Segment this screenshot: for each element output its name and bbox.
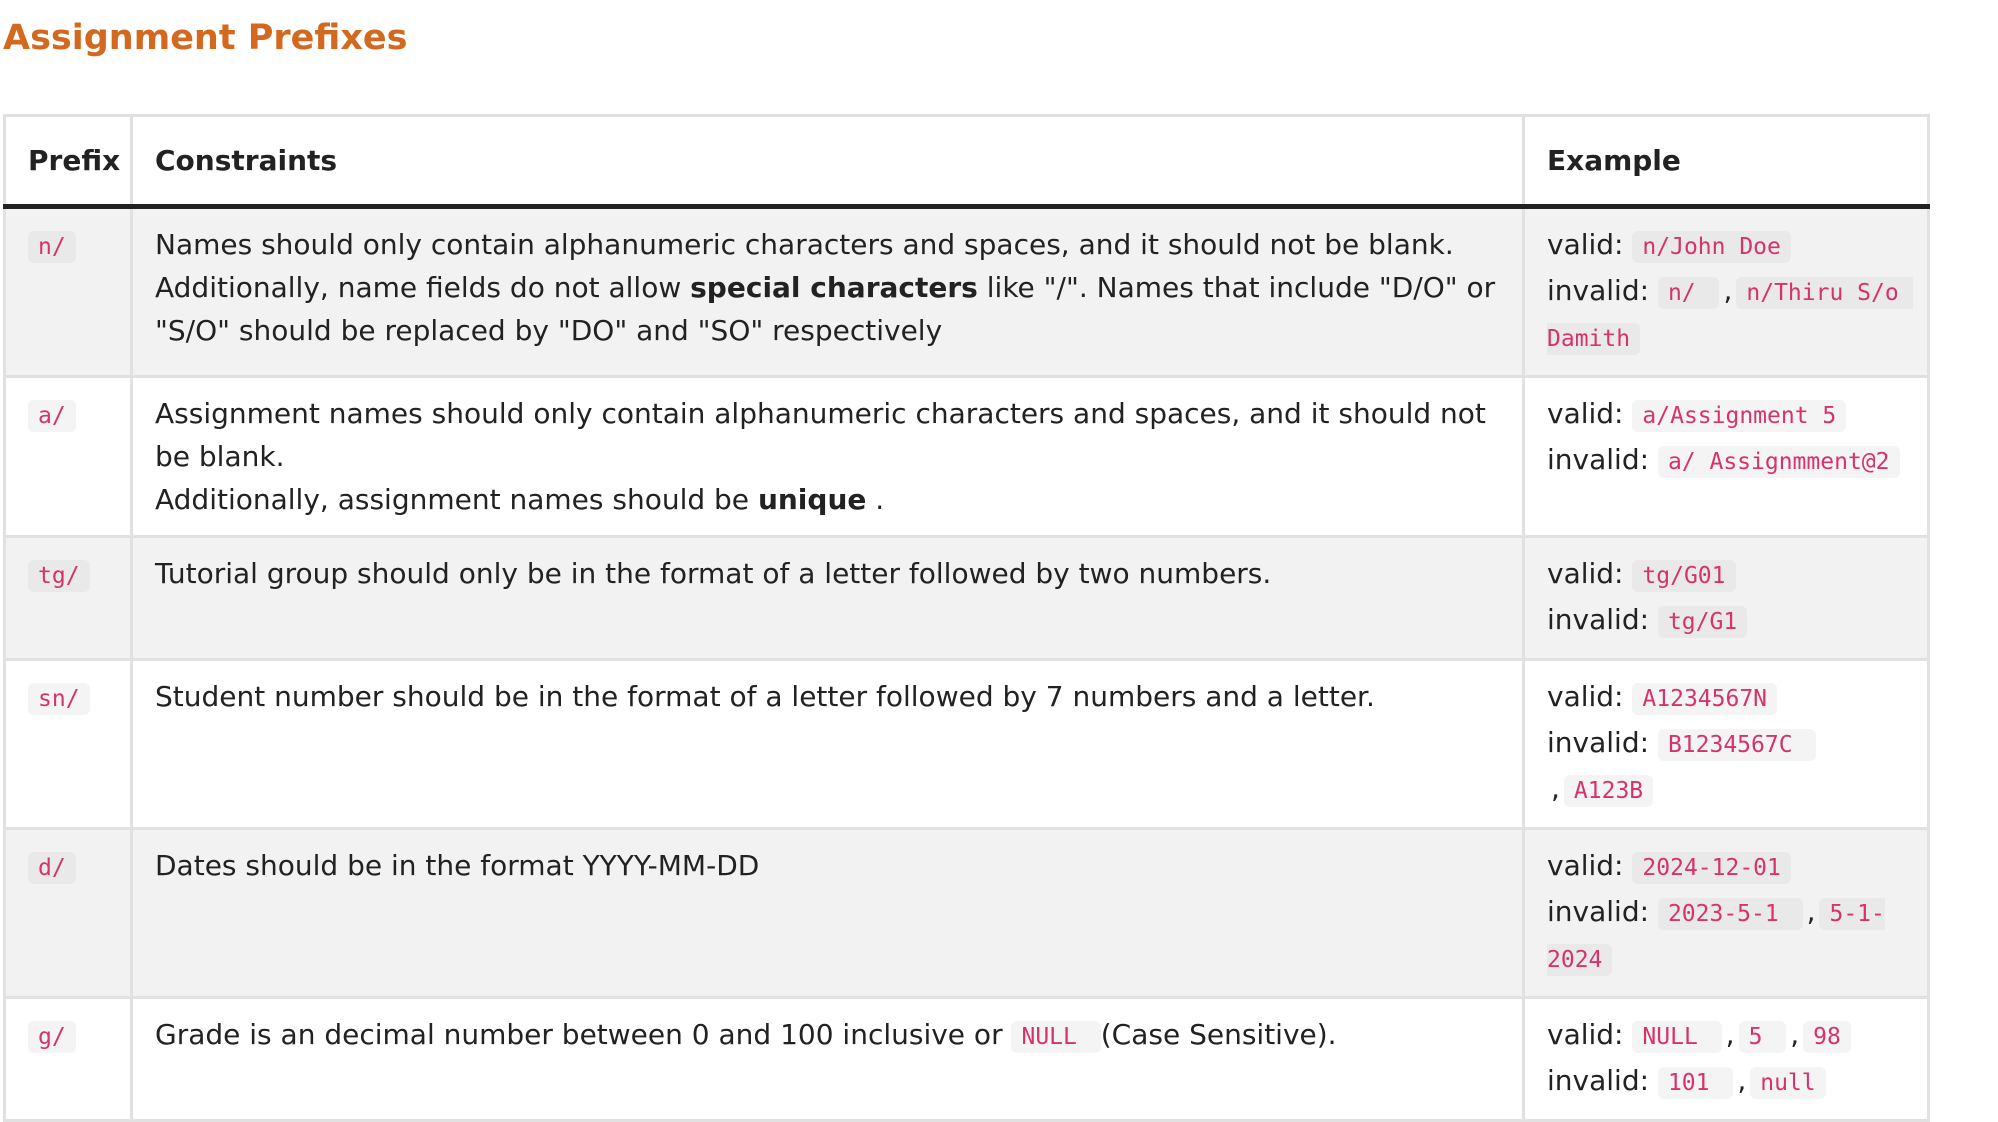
example-code: tg/G01 <box>1632 560 1735 592</box>
table-row <box>5 829 1929 998</box>
example-code: 2024-12-01 <box>1632 852 1790 884</box>
invalid-example-line <box>1547 1059 1905 1105</box>
constraint-text: . <box>866 483 885 516</box>
prefix-table <box>3 114 1930 1122</box>
valid-label: valid: <box>1547 1018 1624 1051</box>
header-example: Example <box>1524 116 1929 207</box>
invalid-label: invalid: <box>1547 443 1650 476</box>
invalid-example-line <box>1547 890 1905 982</box>
prefix-cell <box>5 660 132 829</box>
table-row <box>5 660 1929 829</box>
constraint-bold-text: special characters <box>690 271 978 304</box>
table-row <box>5 998 1929 1121</box>
constraint-text: like "/". Names that include "D/O" or "S/O" should be replaced by "DO" and "SO" respectively <box>155 271 1496 347</box>
valid-example-line <box>1547 844 1905 890</box>
constraints-cell <box>132 998 1524 1121</box>
invalid-example-line <box>1547 438 1905 484</box>
constraints-cell <box>132 829 1524 998</box>
prefix-code: a/ <box>28 400 76 432</box>
constraint-text: Additionally, assignment names should be <box>155 483 758 516</box>
example-cell <box>1524 829 1929 998</box>
valid-example-line <box>1547 223 1905 269</box>
valid-example-line <box>1547 1013 1905 1059</box>
comma-separator: , <box>1790 1018 1800 1051</box>
example-code: NULL <box>1632 1021 1721 1053</box>
prefix-cell <box>5 207 132 377</box>
constraints-cell <box>132 377 1524 537</box>
table-row <box>5 207 1929 377</box>
constraints-cell <box>132 537 1524 660</box>
prefix-code: tg/ <box>28 560 90 592</box>
example-code: n/Thiru S/o Damith <box>1547 277 1913 355</box>
prefix-code: n/ <box>28 231 76 263</box>
table-header-row <box>5 116 1929 207</box>
invalid-label: invalid: <box>1547 274 1650 307</box>
prefix-cell <box>5 537 132 660</box>
prefix-code: d/ <box>28 852 76 884</box>
constraint-text: Names should only contain alphanumeric characters and spaces, and it should not be blank. <box>155 228 1454 261</box>
valid-label: valid: <box>1547 228 1624 261</box>
constraint-text: Additionally, name fields do not allow <box>155 271 691 304</box>
valid-example-line <box>1547 675 1905 721</box>
prefix-cell <box>5 998 132 1121</box>
example-cell <box>1524 537 1929 660</box>
constraint-text: Tutorial group should only be in the format of a letter followed by two numbers. <box>155 557 1272 590</box>
prefix-code: g/ <box>28 1021 76 1053</box>
constraint-text: Grade is an decimal number between 0 and 100 inclusive or <box>155 1018 1012 1051</box>
valid-label: valid: <box>1547 557 1624 590</box>
invalid-label: invalid: <box>1547 1064 1650 1097</box>
prefix-cell <box>5 829 132 998</box>
example-code: 2023-5-1 <box>1658 898 1803 930</box>
valid-example-line <box>1547 392 1905 438</box>
valid-label: valid: <box>1547 849 1624 882</box>
table-row <box>5 377 1929 537</box>
constraint-bold-text: unique <box>757 483 867 516</box>
invalid-label: invalid: <box>1547 895 1650 928</box>
constraint-text: Student number should be in the format of a letter followed by 7 numbers and a letter. <box>155 680 1375 713</box>
valid-label: valid: <box>1547 397 1624 430</box>
example-code: n/ <box>1658 277 1720 309</box>
section-title: Assignment Prefixes <box>3 18 408 58</box>
inline-code: NULL <box>1011 1021 1100 1053</box>
comma-separator: , <box>1723 274 1733 307</box>
comma-separator: , <box>1806 895 1816 928</box>
constraints-cell <box>132 660 1524 829</box>
invalid-label: invalid: <box>1547 726 1650 759</box>
constraint-text: Dates should be in the format YYYY-MM-DD <box>155 849 760 882</box>
prefix-cell <box>5 377 132 537</box>
example-code: B1234567C <box>1658 729 1816 761</box>
example-code: 101 <box>1658 1067 1733 1099</box>
constraints-cell <box>132 207 1524 377</box>
constraint-text: (Case Sensitive). <box>1100 1018 1337 1051</box>
example-cell <box>1524 377 1929 537</box>
example-code: null <box>1750 1067 1825 1099</box>
invalid-example-line <box>1547 598 1905 644</box>
invalid-label: invalid: <box>1547 603 1650 636</box>
valid-label: valid: <box>1547 680 1624 713</box>
example-cell <box>1524 660 1929 829</box>
prefix-code: sn/ <box>28 683 90 715</box>
example-code: A123B <box>1564 775 1653 807</box>
comma-separator: , <box>1737 1064 1747 1097</box>
example-code: 5-1-2024 <box>1547 898 1885 976</box>
example-code: tg/G1 <box>1658 606 1747 638</box>
example-code: A1234567N <box>1632 683 1777 715</box>
example-code: a/Assignment 5 <box>1632 400 1846 432</box>
example-cell <box>1524 998 1929 1121</box>
comma-separator: , <box>1551 772 1560 805</box>
example-code: 98 <box>1803 1021 1851 1053</box>
table-row <box>5 537 1929 660</box>
header-constraints: Constraints <box>132 116 1524 207</box>
example-cell <box>1524 207 1929 377</box>
comma-separator: , <box>1725 1018 1735 1051</box>
example-code: a/ Assignmment@2 <box>1658 446 1900 478</box>
constraint-text: Assignment names should only contain alphanumeric characters and spaces, and it should not be blank. <box>155 397 1486 473</box>
header-prefix: Prefix <box>5 116 132 207</box>
example-code: n/John Doe <box>1632 231 1790 263</box>
invalid-example-line <box>1547 269 1913 361</box>
invalid-example-line <box>1547 721 1905 813</box>
example-code: 5 <box>1739 1021 1787 1053</box>
valid-example-line <box>1547 552 1905 598</box>
